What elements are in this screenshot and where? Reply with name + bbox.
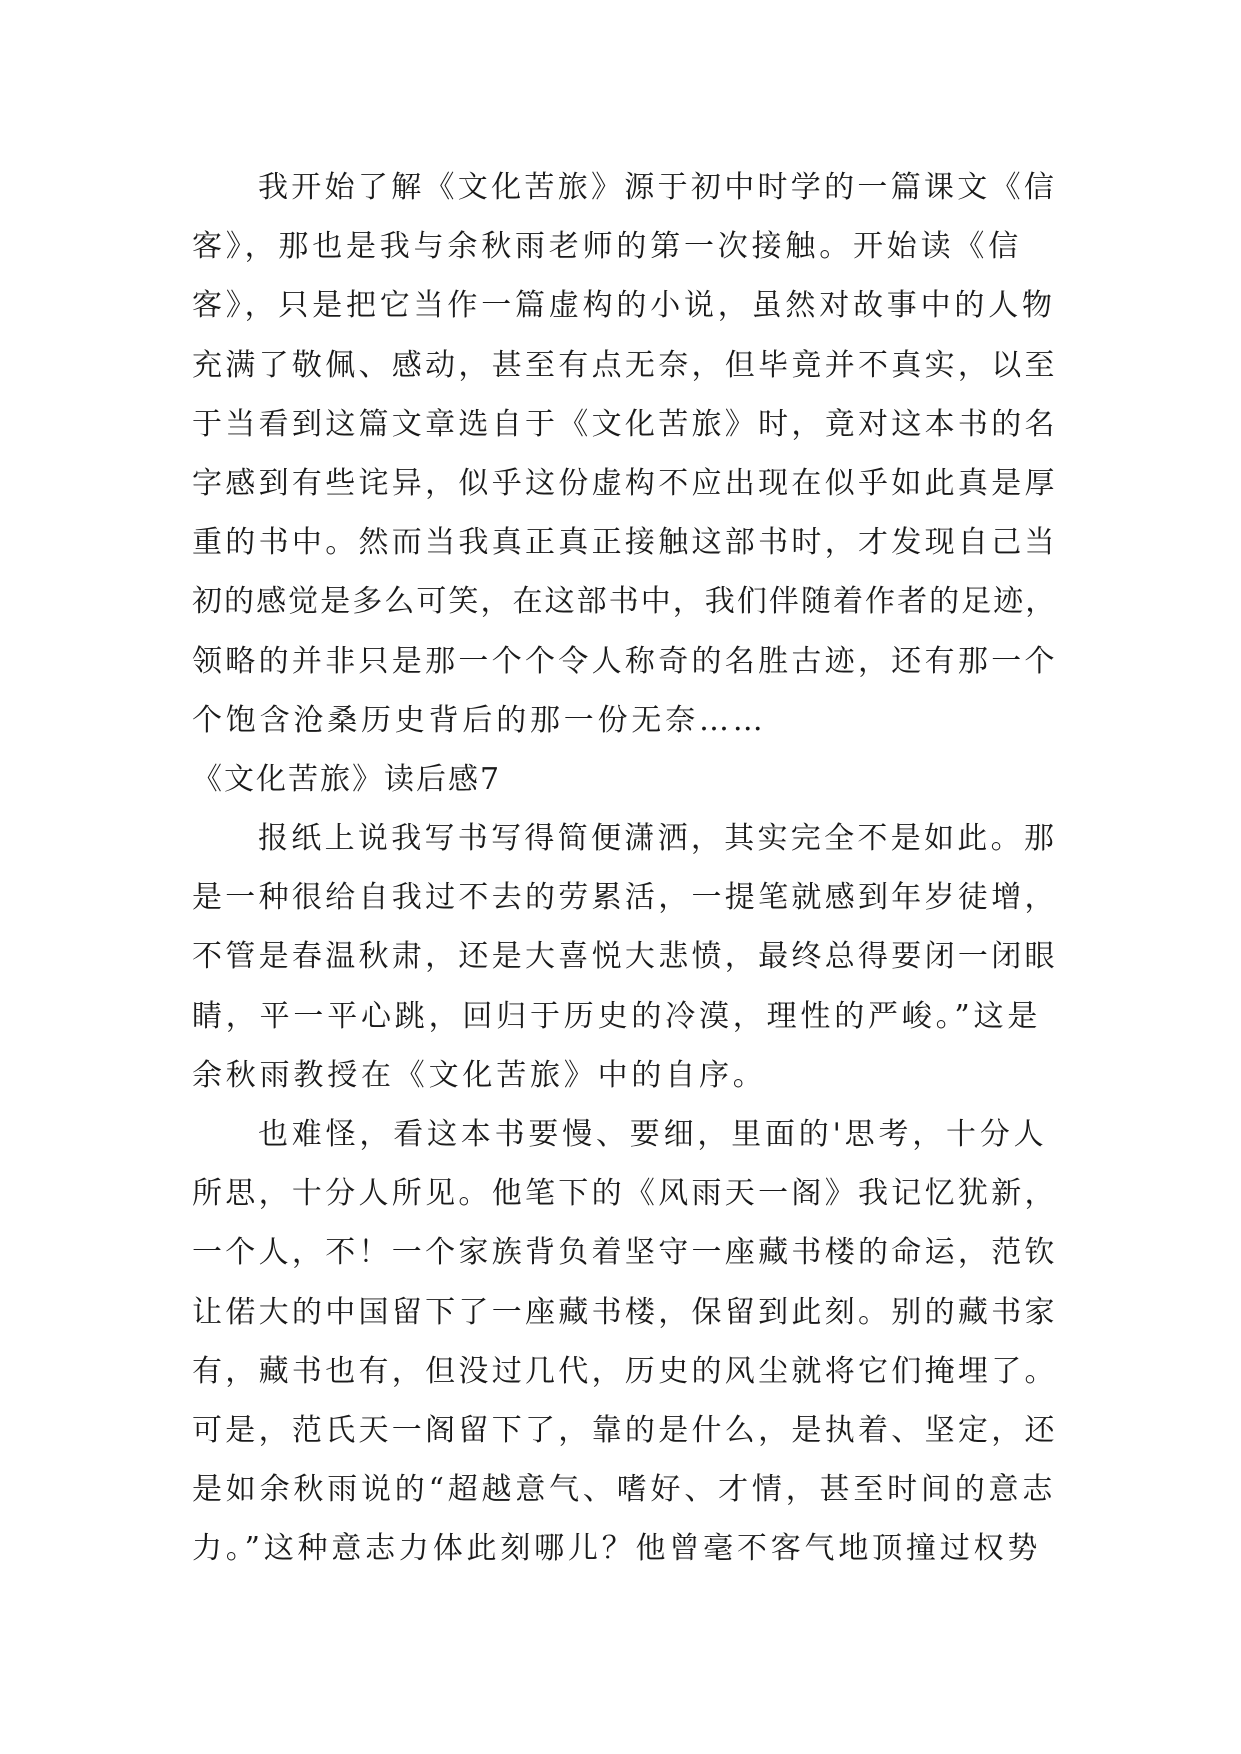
paragraph-first-line: 我开始了解《文化苦旅》源于初中时学的一篇课文《信 bbox=[258, 170, 1058, 205]
text-line: 个饱含沧桑历史背后的那一份无奈…… bbox=[192, 702, 767, 738]
text-line: 一个人，不！一个家族背负着坚守一座藏书楼的命运，范钦 bbox=[192, 1235, 1058, 1271]
document-body bbox=[192, 158, 1058, 1579]
text-line: 不管是春温秋肃，还是大喜悦大悲愤，最终总得要闭一闭眼 bbox=[192, 939, 1058, 975]
text-line: 充满了敬佩、感动，甚至有点无奈，但毕竟并不真实，以至 bbox=[192, 347, 1058, 383]
text-line: 睛，平一平心跳，回归于历史的冷漠，理性的严峻。”这是 bbox=[192, 998, 1042, 1034]
text-line: 余秋雨教授在《文化苦旅》中的自序。 bbox=[192, 1057, 767, 1093]
text-line: 重的书中。然而当我真正真正接触这部书时，才发现自己当 bbox=[192, 525, 1058, 561]
text-line: 客》，那也是我与余秋雨老师的第一次接触。开始读《信 bbox=[192, 229, 1022, 265]
text-line: 字感到有些诧异，似乎这份虚构不应出现在似乎如此真是厚 bbox=[192, 465, 1058, 501]
text-line: 是如余秋雨说的“超越意气、嗜好、才情，甚至时间的意志 bbox=[192, 1472, 1057, 1508]
text-line: 初的感觉是多么可笑，在这部书中，我们伴随着作者的足迹， bbox=[192, 584, 1058, 620]
text-line: 所思，十分人所见。他笔下的《风雨天一阁》我记忆犹新， bbox=[192, 1176, 1058, 1212]
section-heading: 《文化苦旅》读后感7 bbox=[192, 761, 502, 797]
text-line: 是一种很给自我过不去的劳累活，一提笔就感到年岁徒增， bbox=[192, 880, 1058, 916]
text-line: 力。”这种意志力体此刻哪儿？他曾毫不客气地顶撞过权势 bbox=[192, 1531, 1042, 1567]
text-line: 领略的并非只是那一个个令人称奇的名胜古迹，还有那一个 bbox=[192, 643, 1058, 679]
text-line: 有，藏书也有，但没过几代，历史的风尘就将它们掩埋了。 bbox=[192, 1353, 1058, 1389]
paragraph-first-line: 报纸上说我写书写得简便潇洒，其实完全不是如此。那 bbox=[258, 821, 1058, 857]
text-line: 客》，只是把它当作一篇虚构的小说，虽然对故事中的人物 bbox=[192, 288, 1056, 324]
paragraph-first-line: 也难怪，看这本书要慢、要细，里面的'思考，十分人 bbox=[258, 1117, 1048, 1152]
text-line: 于当看到这篇文章选自于《文化苦旅》时，竟对这本书的名 bbox=[192, 406, 1058, 442]
text-line: 可是，范氏天一阁留下了，靠的是什么，是执着、坚定，还 bbox=[192, 1412, 1058, 1448]
text-line: 让偌大的中国留下了一座藏书楼，保留到此刻。别的藏书家 bbox=[192, 1294, 1058, 1330]
